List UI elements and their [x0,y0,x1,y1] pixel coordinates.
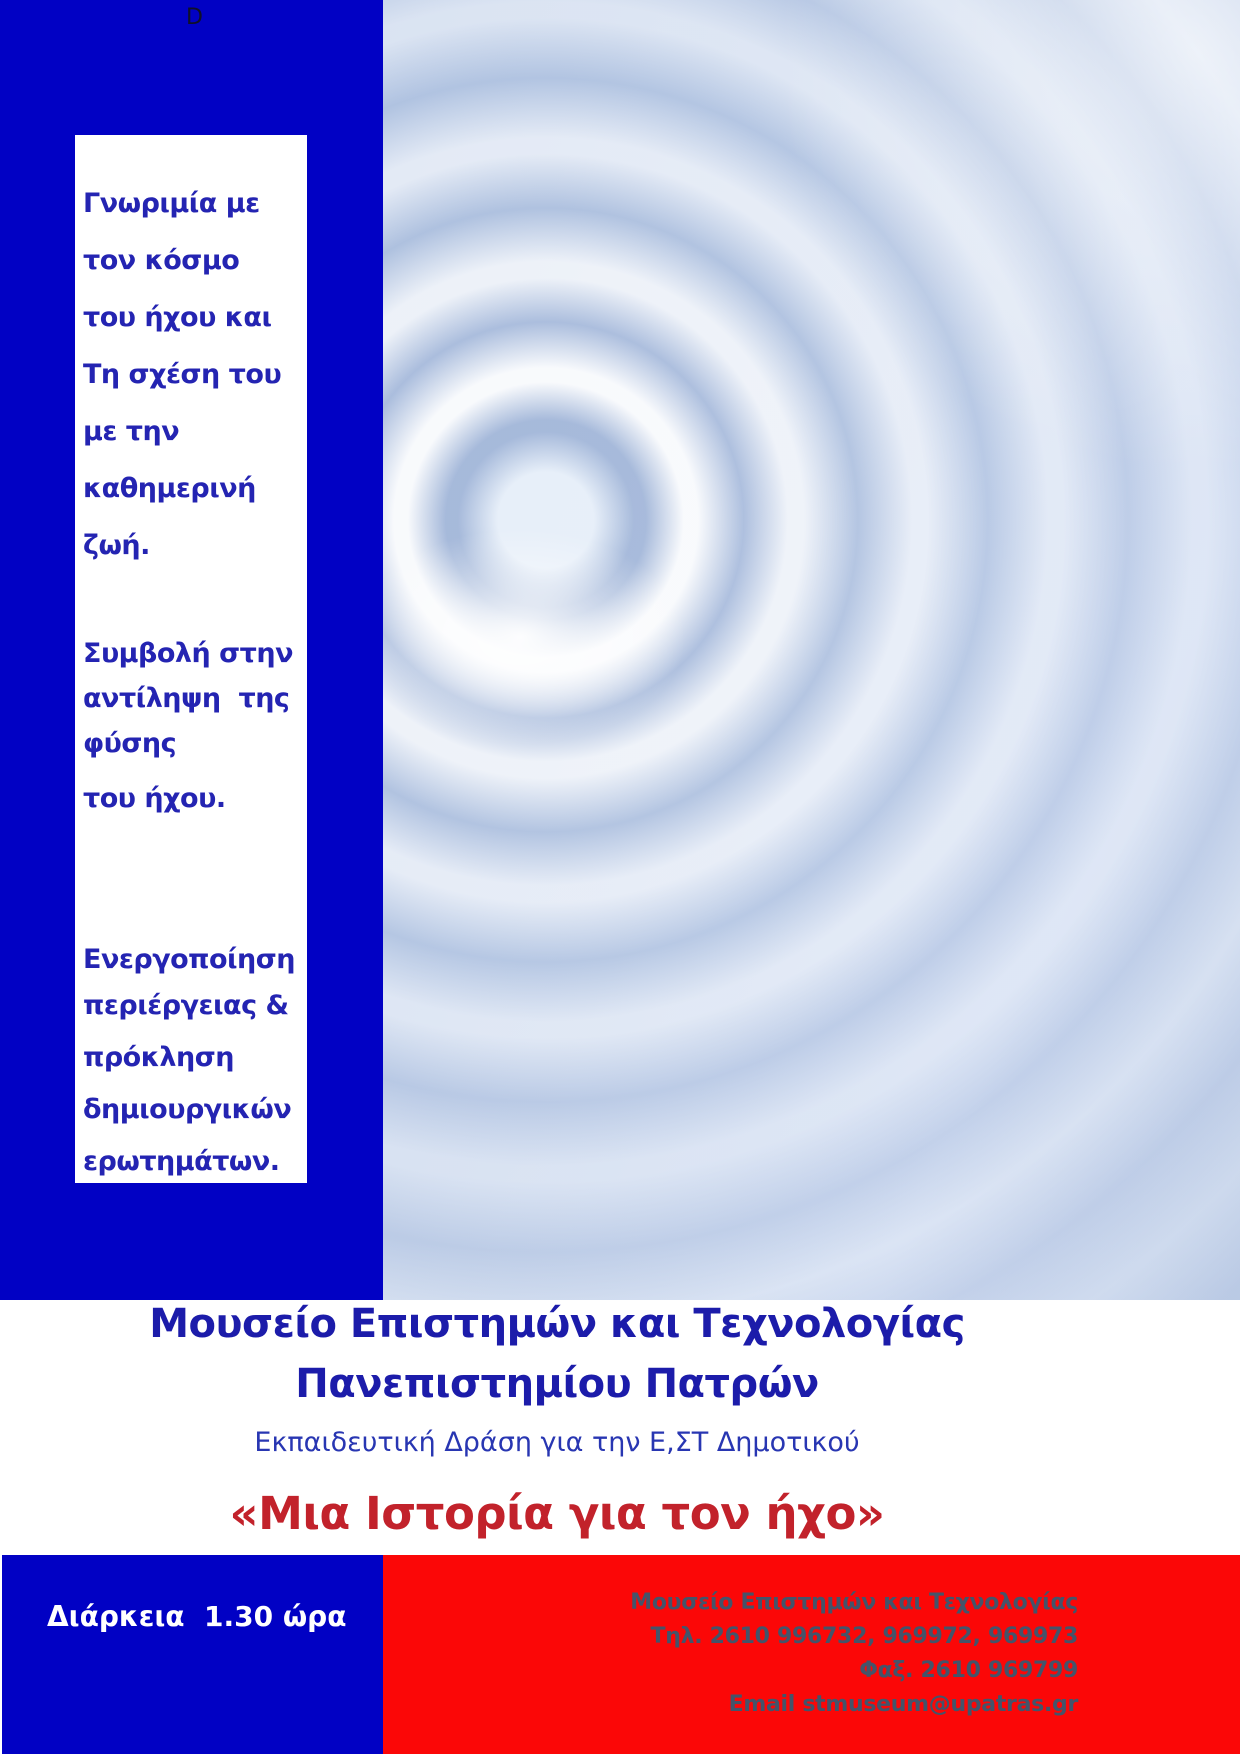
contact-email: Email stmuseum@upatras.gr [728,1692,1078,1717]
panel-text-line: ζωή. [83,530,150,561]
water-ripple-image [383,0,1240,1300]
panel-text-line: δημιουργικών [83,1094,292,1125]
panel-text-line: Ενεργοποίηση [83,944,296,975]
panel-text-line: καθημερινή [83,473,256,504]
panel-text-line: Συμβολή στην [83,638,293,669]
panel-text-line: αντίληψη της [83,683,290,714]
stray-letter: D [186,5,203,30]
objectives-text-box [75,135,307,1183]
title-block [0,1294,1114,1546]
museum-name-line-1: Μουσείο Επιστημών και Τεχνολογίας [149,1301,965,1347]
duration-box [2,1555,383,1754]
panel-text-line: περιέργειας & [83,990,289,1021]
panel-text-line: του ήχου και [83,302,272,333]
left-sidebar-panel [0,0,383,1300]
contact-phone: Τηλ. 2610 996732, 969972, 969973 [650,1624,1078,1649]
duration-text: Διάρκεια 1.30 ώρα [47,1600,347,1633]
museum-name-line-2: Πανεπιστημίου Πατρών [295,1361,819,1407]
panel-text-line: Τη σχέση του [83,359,282,390]
panel-text-line: του ήχου. [83,783,226,814]
program-subtitle: Εκπαιδευτική Δράση για την Ε,ΣΤ Δημοτικού [254,1427,860,1458]
contact-box [383,1555,1240,1754]
panel-text-line: ερωτημάτων. [83,1146,280,1177]
event-title: «Μια Ιστορία για τον ήχο» [229,1487,885,1540]
contact-museum-name: Μουσείο Επιστημών και Τεχνολογίας [630,1590,1078,1615]
panel-text-line: Γνωριμία με [83,188,260,219]
panel-text-line: πρόκληση [83,1042,234,1073]
panel-text-line: με την [83,416,180,447]
objective-paragraph-1 [83,175,307,574]
panel-text-line: τον κόσμο [83,245,240,276]
objective-paragraph-3 [83,937,307,1185]
contact-fax: Φαξ. 2610 969799 [859,1658,1078,1683]
panel-text-line: φύσης [83,728,177,759]
objective-paragraph-2 [83,631,307,821]
